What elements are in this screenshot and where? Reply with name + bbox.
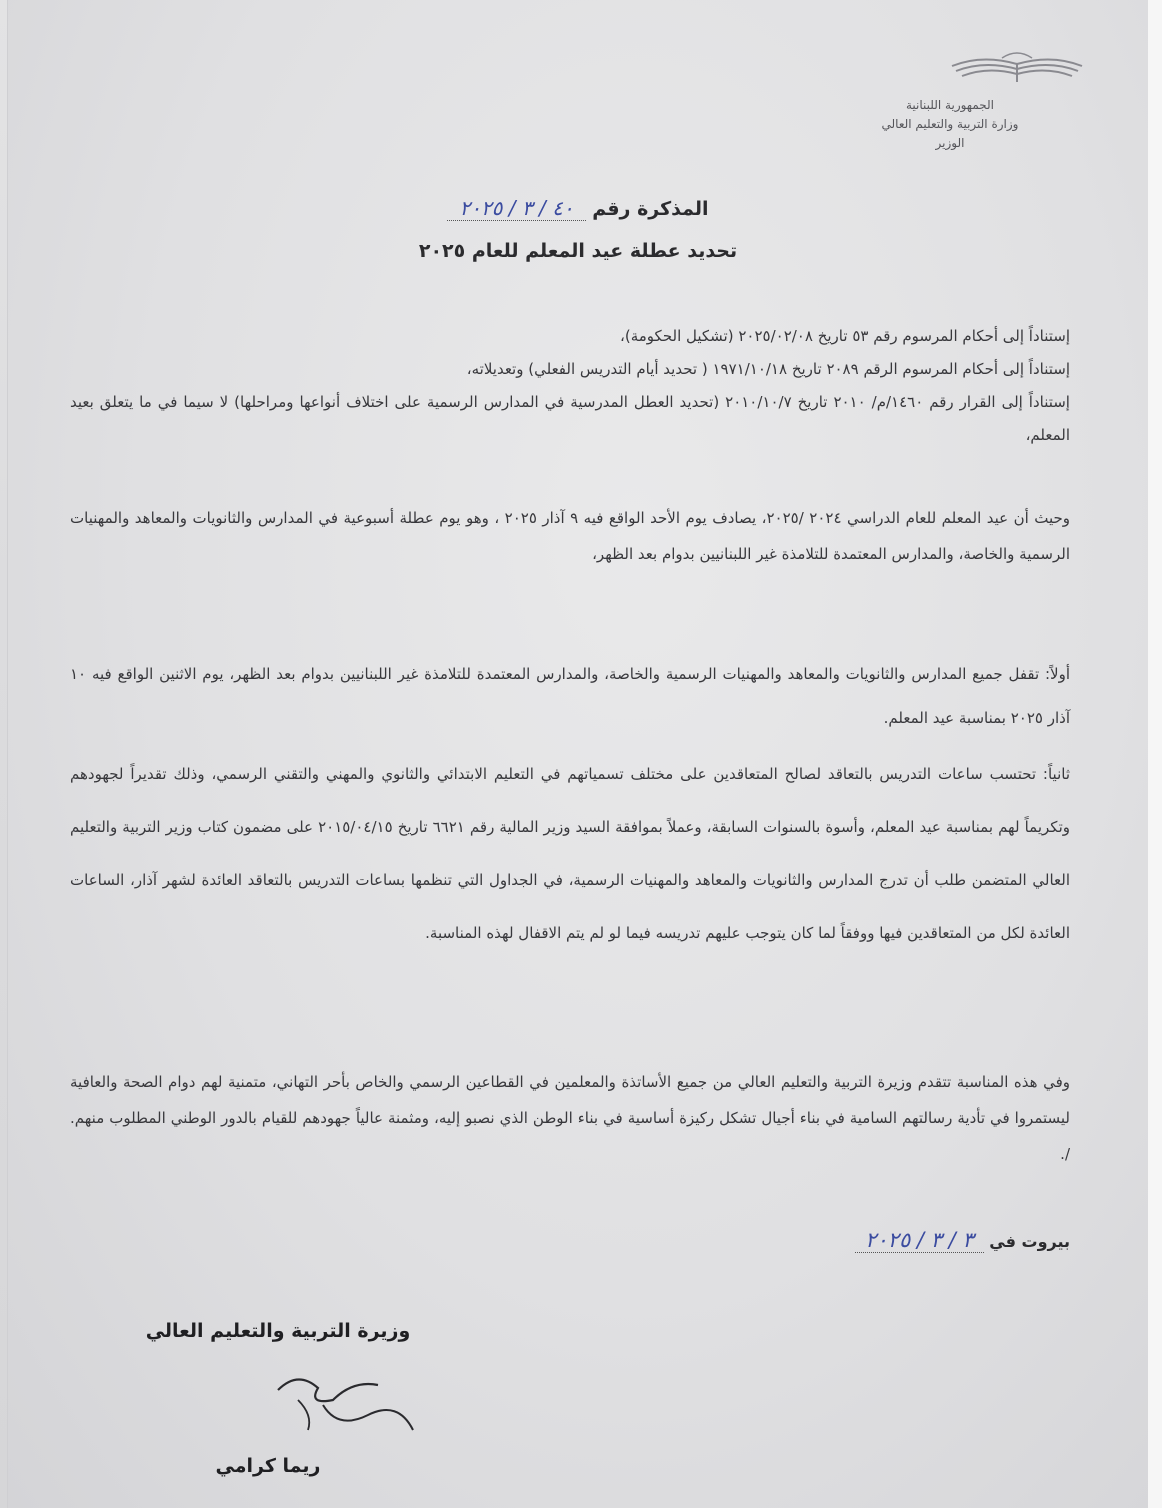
article-second [70,748,1070,960]
whereas-text: وحيث أن عيد المعلم للعام الدراسي ٢٠٢٤ /٢٠٢٥، يصادف يوم الأحد الواقع فيه ٩ آذار ٢٠٢٥ ، وهو يوم عطلة أسبوعية في المدارس والثانويات والمعاهد والمهنيات الرسمية والخاصة، والمدارس المعتمدة للتلامذة غير اللبنانيين بدوام بعد الظهر، [70,509,1071,563]
scan-border [1148,0,1162,1508]
basis-item: إستناداً إلى القرار رقم ١٤٦٠/م/ ٢٠١٠ تاريخ ٢٠١٠/١٠/٧ (تحديد العطل المدرسية في المدارس الرسمية على اختلاف أنواعها ومراحلها) لا سيما في ما يتعلق بعيد المعلم، [70,393,1070,444]
handwritten-date: ٣ / ٣ / ٢٠٢٥ [855,1228,984,1253]
article-second-text: ثانياً: تحتسب ساعات التدريس بالتعاقد لصالح المتعاقدين على مختلف تسمياتهم في التعليم الابتدائي والثانوي والمهني والتقني الرسمي، وذلك تقديراً لجهودهم وتكريماً لهم بمناسبة عيد المعلم، وأسوة بالسنوات السابقة، وعملاً بموافقة السيد وزير المالية رقم ٦٦٢١ تاريخ ٢٠١٥/٠٤/١٥ على مضمون كتاب وزير التربية والتعليم العالي المتضمن طلب أن تدرج المدارس والثانويات والمعاهد والمهنيات الرسمية، في الجداول التي تنظمها بساعات التدريس بالتعاقد العائدة لشهر آذار، الساعات العائدة لكل من المتعاقدين فيها ووفقاً لما كان يتوجب عليهم تدريسه فيما لو لم يتم الاقفال لهذه المناسبة. [70,765,1070,942]
place-label: بيروت في [989,1232,1070,1251]
signatory-name: ريما كرامي [215,1455,321,1477]
memo-number-handwritten: ٤٠ / ٣ / ٢٠٢٥ [447,196,585,221]
letterhead [820,96,1080,153]
article-first [70,652,1070,740]
basis-item: إستناداً إلى أحكام المرسوم رقم ٥٣ تاريخ ٢٠٢٥/٠٢/٠٨ (تشكيل الحكومة)، [620,327,1070,345]
memo-number-label: المذكرة رقم [592,198,709,220]
ministry-name: وزارة التربية والتعليم العالي [881,117,1019,131]
basis-item: إستناداً إلى أحكام المرسوم الرقم ٢٠٨٩ تاريخ ١٩٧١/١٠/١٨ ( تحديد أيام التدريس الفعلي) وتعديلاته، [466,360,1070,378]
signature-icon [238,1360,438,1460]
legal-basis [70,320,1070,452]
memo-document [8,0,1148,1508]
memo-title: تحديد عطلة عيد المعلم للعام ٢٠٢٥ [418,240,738,262]
article-first-text: أولاً: تقفل جميع المدارس والثانويات والمعاهد والمهنيات الرسمية والخاصة، والمدارس المعتمدة للتلامذة غير اللبنانيين بدوام بعد الظهر، يوم الاثنين الواقع فيه ١٠ آذار ٢٠٢٥ بمناسبة عيد المعلم. [70,665,1070,727]
place-date-line [8,1228,1070,1252]
signatory-organization: وزيرة التربية والتعليم العالي [145,1320,411,1342]
ministry-logo-icon [942,44,1092,84]
country-name: الجمهورية اللبنانية [905,98,995,112]
office-name: الوزير [935,136,965,150]
whereas-paragraph [70,500,1070,572]
closing-text: وفي هذه المناسبة تتقدم وزيرة التربية والتعليم العالي من جميع الأساتذة والمعلمين في القطاعين الرسمي والخاص بأحر التهاني، متمنية لهم دوام الصحة والعافية ليستمروا في تأدية رسالتهم السامية في بناء أجيال تشكل ركيزة أساسية في بناء الوطن الذي نصبو إليه، ومثمنة عالياً جهودهم للقيام بالدور الوطني المطلوب منهم. /. [70,1073,1070,1163]
closing-paragraph [70,1064,1070,1172]
memo-number-line [8,196,1148,220]
